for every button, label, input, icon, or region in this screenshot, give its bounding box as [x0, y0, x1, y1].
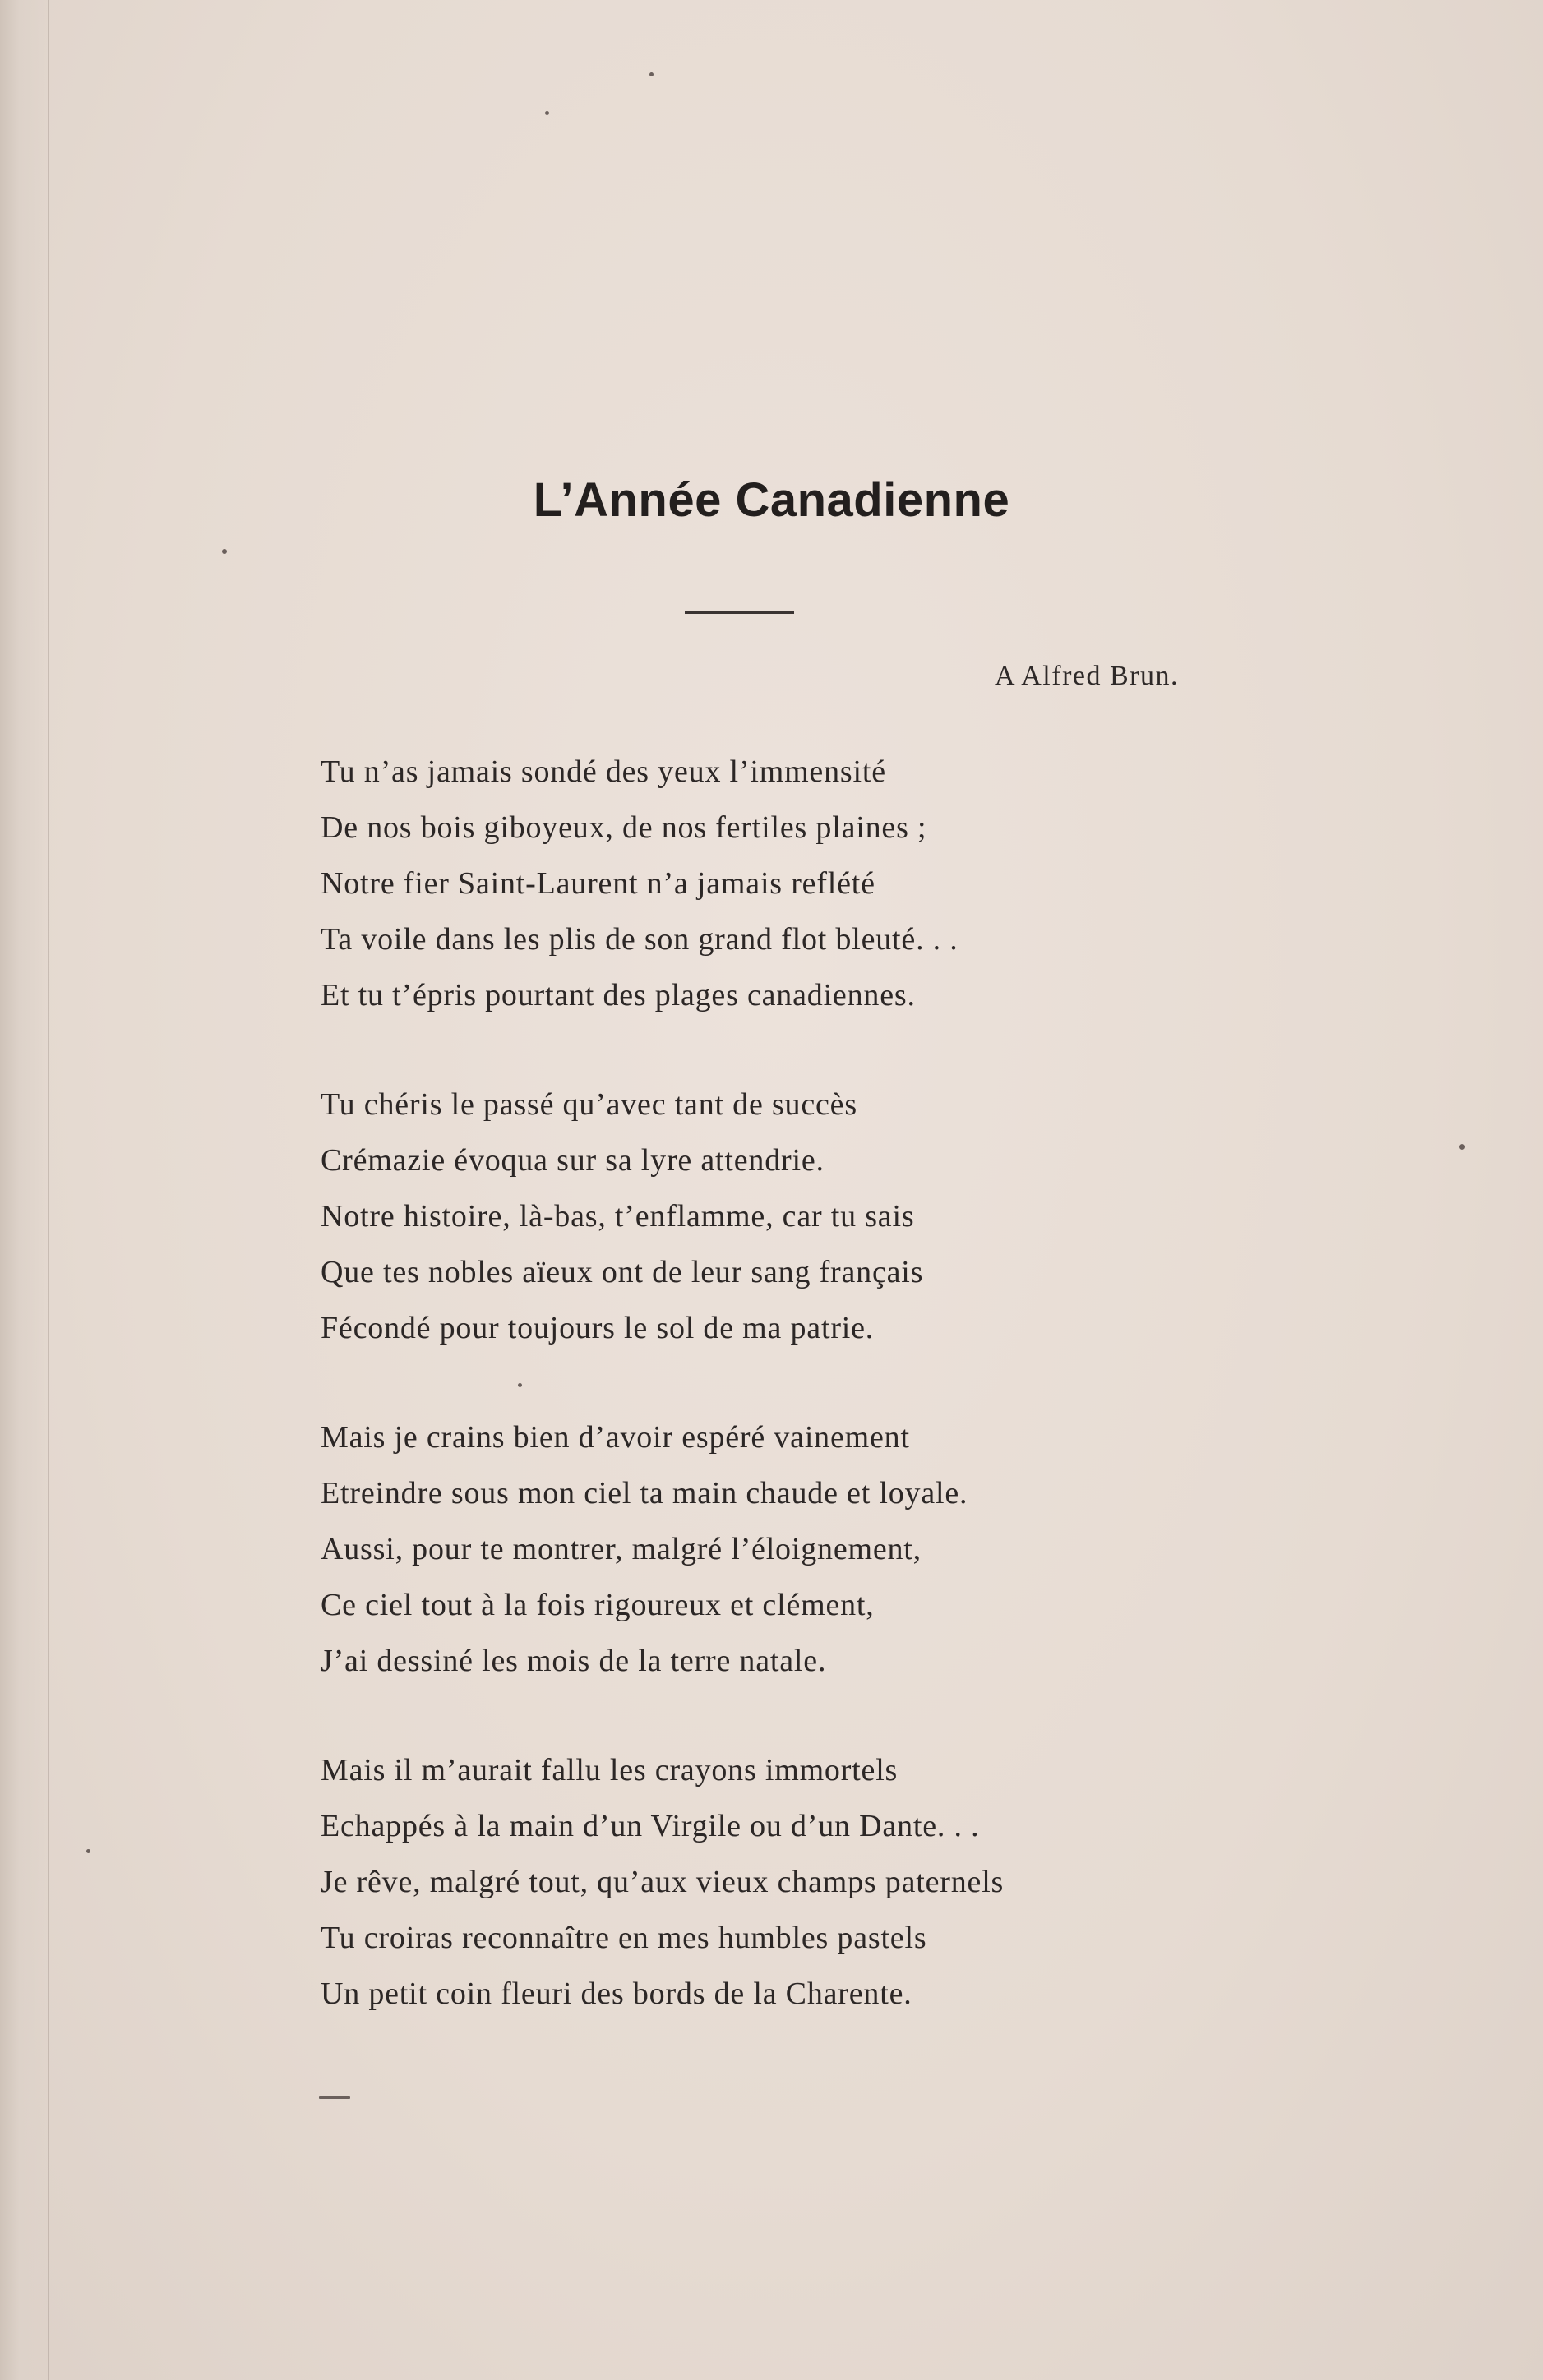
paper-speck	[518, 1383, 522, 1387]
poem-line: Crémazie évoqua sur sa lyre attendrie.	[321, 1143, 825, 1178]
stanza-4	[321, 1742, 1225, 2022]
dedication: A Alfred Brun.	[994, 661, 1179, 691]
poem-line: Notre histoire, là-bas, t’enflamme, car tu sais	[321, 1199, 915, 1234]
poem-line: Ta voile dans les plis de son grand flot bleuté. . .	[321, 922, 959, 957]
poem-line: Un petit coin fleuri des bords de la Charente.	[321, 1976, 912, 2011]
poem	[321, 744, 1225, 2075]
poem-line: Tu n’as jamais sondé des yeux l’immensité	[321, 754, 886, 789]
poem-line: Aussi, pour te montrer, malgré l’éloignement,	[321, 1532, 922, 1566]
stanza-3	[321, 1409, 1225, 1689]
poem-line: J’ai dessiné les mois de la terre natale.	[321, 1644, 827, 1678]
stanza-1	[321, 744, 1225, 1023]
paper-speck	[649, 72, 654, 76]
poem-line: Ce ciel tout à la fois rigoureux et clément,	[321, 1588, 875, 1622]
paper-speck	[86, 1849, 90, 1853]
poem-line: Fécondé pour toujours le sol de ma patrie.	[321, 1311, 875, 1345]
poem-line: Notre fier Saint-Laurent n’a jamais reflété	[321, 866, 875, 901]
binding-edge	[0, 0, 49, 2380]
binding-line	[48, 0, 49, 2380]
poem-line: Et tu t’épris pourtant des plages canadiennes.	[321, 978, 916, 1012]
poem-line: Que tes nobles aïeux ont de leur sang français	[321, 1255, 924, 1289]
title-rule	[685, 611, 794, 614]
poem-line: Etreindre sous mon ciel ta main chaude et loyale.	[321, 1476, 968, 1511]
poem-line: Je rêve, malgré tout, qu’aux vieux champs paternels	[321, 1865, 1005, 1899]
poem-line: Echappés à la main d’un Virgile ou d’un Dante. . .	[321, 1809, 980, 1843]
stanza-2	[321, 1077, 1225, 1356]
paper-speck	[545, 111, 549, 115]
page-title: L’Année Canadienne	[533, 473, 1010, 527]
poem-line: Mais il m’aurait fallu les crayons immortels	[321, 1753, 899, 1787]
paper-speck	[1459, 1144, 1465, 1150]
poem-line: Mais je crains bien d’avoir espéré vainement	[321, 1420, 910, 1455]
poem-line: De nos bois giboyeux, de nos fertiles plaines ;	[321, 810, 927, 845]
poem-line: Tu croiras reconnaître en mes humbles pastels	[321, 1921, 927, 1955]
paper-speck	[222, 549, 227, 554]
poem-line: Tu chéris le passé qu’avec tant de succès	[321, 1087, 857, 1122]
paper-speck	[319, 2096, 350, 2099]
